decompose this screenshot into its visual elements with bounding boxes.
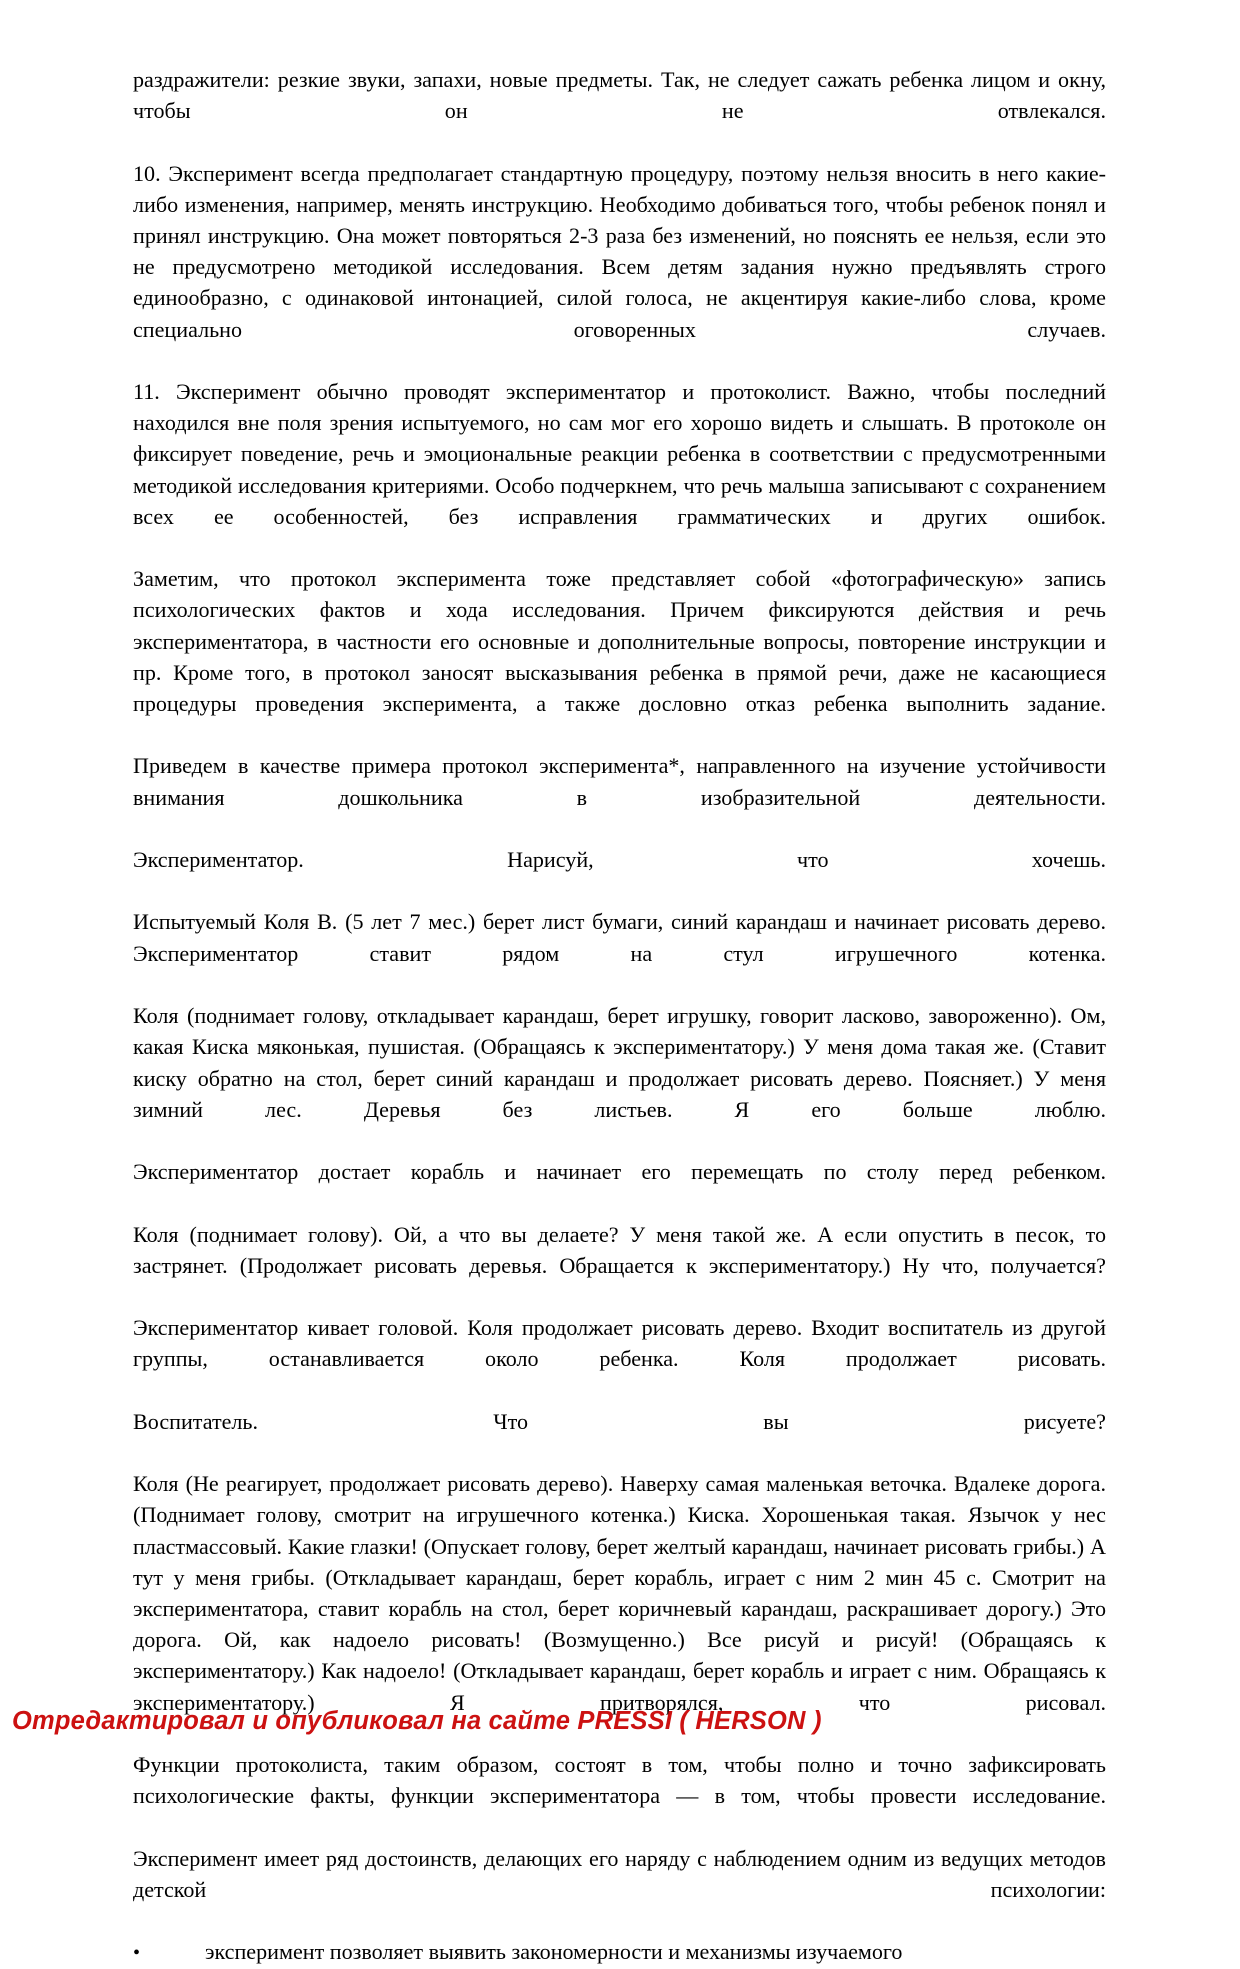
paragraph-kolya-1: Коля (поднимает голову, откладывает карандаш, берет игрушку, говорит ласково, завороженно). Ом, какая Киска мяконькая, пушистая. (Обращаясь к экспериментатору.) У меня дома такая же. (Ставит киску обратно на стол, берет синий карандаш и продолжает рисовать дерево. Поясняет.) У меня зимний лес. Деревья без листьев. Я его больше люблю. bbox=[133, 1003, 1106, 1122]
paragraph-experimenter-2: Экспериментатор достает корабль и начинает его перемещать по столу перед ребенком. bbox=[133, 1159, 1106, 1185]
paragraph-kolya-2: Коля (поднимает голову). Ой, а что вы делаете? У меня такой же. А если опустить в песок, то застрянет. (Продолжает рисовать деревья. Обращается к экспериментатору.) Ну что, получается? bbox=[133, 1221, 1106, 1278]
paragraph-continued-intro: раздражители: резкие звуки, запахи, новые предметы. Так, не следует сажать ребенка лицом и окну, чтобы он не отвлекался. bbox=[133, 67, 1106, 124]
bullet-point-icon: • bbox=[133, 1942, 141, 1965]
paragraph-protocol-note: Заметим, что протокол эксперимента тоже представляет собой «фотографическую» запись психологических фактов и хода исследования. Причем фиксируются действия и речь экспериментатора, в частности его основные и дополнительные вопросы, повторение инструкции и пр. Кроме того, в протокол заносят высказывания ребенка в прямой речи, даже не касающиеся процедуры проведения эксперимента, а также дословно отказ ребенка выполнить задание. bbox=[133, 566, 1106, 717]
publisher-watermark: Отредактировал и опубликовал на сайте PRESSI ( HERSON ) bbox=[12, 1707, 822, 1735]
paragraph-advantages-lead: Эксперимент имеет ряд достоинств, делающих его наряду с наблюдением одним из ведущих методов детской психологии: bbox=[133, 1845, 1106, 1902]
paragraph-experimenter-3: Экспериментатор кивает головой. Коля продолжает рисовать дерево. Входит воспитатель из другой группы, останавливается около ребенка. Коля продолжает рисовать. bbox=[133, 1315, 1106, 1372]
paragraph-teacher-1: Воспитатель. Что вы рисуете? bbox=[133, 1408, 1106, 1434]
paragraph-functions: Функции протоколиста, таким образом, состоят в том, чтобы полно и точно зафиксировать психологические факты, функции экспериментатора — в том, чтобы провести исследование. bbox=[133, 1751, 1106, 1809]
paragraph-kolya-3: Коля (Не реагирует, продолжает рисовать дерево). Наверху самая маленькая веточка. Вдалеке дорога. (Поднимает голову, смотрит на игрушечного котенка.) Киска. Хорошенькая такая. Язычок у нес пластмассовый. Какие глазки! (Опускает голову, берет желтый карандаш, начинает рисовать грибы.) А тут у меня грибы. (Откладывает карандаш, берет корабль, играет с ним 2 мин 45 с. Смотрит на экспериментатора, ставит корабль на стол, берет коричневый карандаш, раскрашивает дорогу.) Это дорога. Ой, как надоело рисовать! (Возмущенно.) Все рисуй и рисуй! (Обращаясь к экспериментатору.) Как надоело! (Откладывает карандаш, берет корабль и играет с ним. Обращаясь к экспериментатору.) Я притворялся, что рисовал. bbox=[133, 1471, 1106, 1715]
paragraph-subject-1: Испытуемый Коля В. (5 лет 7 мес.) берет лист бумаги, синий карандаш и начинает рисовать дерево. Экспериментатор ставит рядом на стул игрушечного котенка. bbox=[133, 909, 1106, 966]
paragraph-item-11: 11. Эксперимент обычно проводят экспериментатор и протоколист. Важно, чтобы последний находился вне поля зрения испытуемого, но сам мог его хорошо видеть и слышать. В протоколе он фиксирует поведение, речь и эмоциональные реакции ребенка в соответствии с предусмотренными методикой исследования критериями. Особо подчеркнем, что речь малыша записывают с сохранением всех ее особенностей, без исправления грамматических и других ошибок. bbox=[133, 379, 1106, 529]
paragraph-example-lead: Приведем в качестве примера протокол эксперимента*, направленного на изучение устойчивости внимания дошкольника в изобразительной деятельности. bbox=[133, 753, 1106, 810]
paragraph-experimenter-1: Экспериментатор. Нарисуй, что хочешь. bbox=[133, 847, 1106, 873]
list-item bbox=[133, 1936, 1106, 1969]
text-column bbox=[133, 64, 1106, 1969]
paragraph-item-10: 10. Эксперимент всегда предполагает стандартную процедуру, поэтому нельзя вносить в него какие-либо изменения, например, менять инструкцию. Необходимо добиваться того, чтобы ребенок понял и принял инструкцию. Она может повторяться 2-3 раза без изменений, но пояснять ее нельзя, если это не предусмотрено методикой исследования. Всем детям задания нужно предъявлять строго единообразно, с одинаковой интонацией, силой голоса, не акцентируя какие-либо слова, кроме специально оговоренных случаев. bbox=[133, 160, 1106, 342]
list-item-label: эксперимент позволяет выявить закономерности и механизмы изучаемого bbox=[205, 1939, 903, 1965]
